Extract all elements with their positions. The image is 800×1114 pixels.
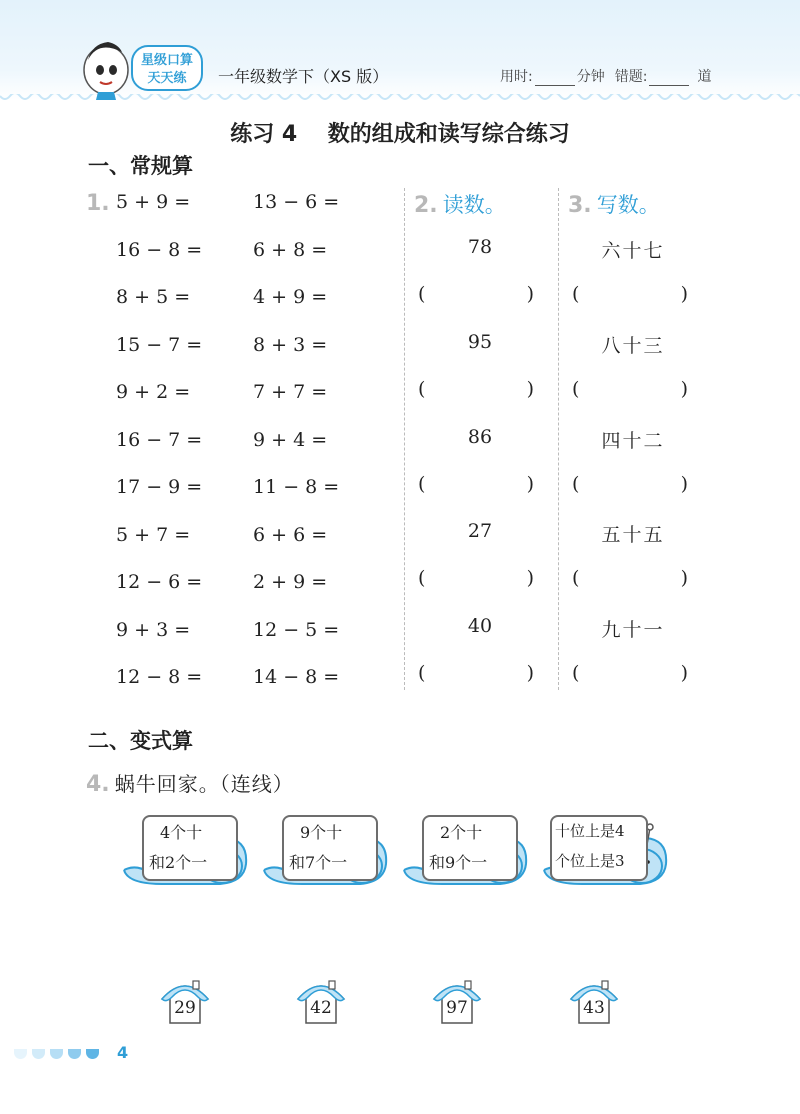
grade-label: 一年级数学下（XS 版） [218,67,389,86]
paren-open: ( [572,283,580,305]
q1-equation: 15 − 7 = [116,333,203,356]
errors-label: 错题: [614,69,648,85]
paren-open: ( [572,378,580,400]
snail-card-line: 和2个一 [149,853,208,872]
paren-open: ( [418,473,426,495]
q1-equation: 9 + 4 = [253,428,328,451]
snail-card-line: 和9个一 [429,853,488,872]
paren-close: ) [526,378,534,400]
page-dot [68,1049,81,1059]
q1-equation: 5 + 7 = [116,523,191,546]
q2-answer-blank[interactable] [418,662,534,684]
q1-equation: 9 + 3 = [116,618,191,641]
minute-label: 分钟 [576,69,605,85]
q2-answer-blank[interactable] [418,283,534,305]
q4-title: 蜗牛回家。（连线） [114,772,294,796]
q4-header [86,768,294,797]
snail-card-3[interactable] [422,815,518,881]
section-1-heading: 一、常规算 [88,154,193,178]
q1-equation: 4 + 9 = [253,286,328,308]
snail-card-line: 十位上是4 [555,822,625,840]
q3-chinese-number: 六十七 [601,240,665,262]
paren-open: ( [572,567,580,589]
paren-open: ( [418,567,426,589]
q4-number: 4. [86,772,110,797]
q3-header [568,189,660,219]
q2-number-value: 86 [467,426,493,448]
page-number: 4 [117,1043,129,1062]
logo-top-text: 星级口算 [140,53,194,68]
snail-card-line: 个位上是3 [555,852,625,870]
section-2-heading: 二、变式算 [88,729,193,753]
q2-number: 2. [414,193,438,218]
time-label: 用时: [500,69,533,85]
q3-title: 写数。 [596,193,660,217]
q3-answer-blank[interactable] [572,473,688,495]
paren-close: ) [680,567,688,589]
q3-chinese-number: 五十五 [601,524,665,546]
page-dot [50,1049,63,1059]
q1-equation: 12 − 8 = [116,666,203,688]
column-divider [404,188,405,690]
page-dots [14,1049,99,1059]
paren-close: ) [526,473,534,495]
q2-number-value: 27 [467,520,493,542]
house-number: 29 [174,998,196,1018]
snail-card-2[interactable] [282,815,378,881]
q1-equation: 13 − 6 = [253,191,340,213]
q1-equation: 17 − 9 = [116,476,203,498]
q2-number-value: 95 [467,331,493,353]
snail-card-line: 和7个一 [289,853,348,872]
paren-close: ) [526,567,534,589]
page-dot [86,1049,99,1059]
paren-open: ( [418,283,426,305]
page-dot [32,1049,45,1059]
paren-open: ( [572,662,580,684]
mascot-logo [78,26,208,102]
snail-card-4[interactable] [550,815,648,881]
errors-blank[interactable] [649,71,689,86]
house-number: 97 [446,998,468,1018]
q1-equation: 11 − 8 = [253,476,340,498]
paren-close: ) [680,378,688,400]
q1-equation: 2 + 9 = [253,571,328,593]
snail-card-line: 2个十 [440,823,483,842]
q1-column-1 [116,191,236,714]
paren-close: ) [680,283,688,305]
paren-close: ) [526,283,534,305]
paren-open: ( [572,473,580,495]
q3-answer-blank[interactable] [572,567,688,589]
q3-chinese-number: 四十二 [601,430,665,452]
q1-equation: 14 − 8 = [253,666,340,688]
q3-chinese-number: 九十一 [601,619,665,641]
paren-close: ) [526,662,534,684]
q3-chinese-number: 八十三 [601,335,665,357]
q1-equation: 16 − 8 = [116,238,203,261]
q1-equation: 6 + 8 = [253,238,328,261]
paren-open: ( [418,662,426,684]
q1-equation: 5 + 9 = [116,191,191,213]
q2-answer-blank[interactable] [418,378,534,400]
q3-answer-blank[interactable] [572,378,688,400]
q3-answer-blank[interactable] [572,662,688,684]
q1-equation: 8 + 5 = [116,286,191,308]
q1-column-2 [253,191,373,714]
q1-equation: 9 + 2 = [116,381,191,403]
q1-number: 1. [86,191,110,216]
house-number: 42 [310,998,332,1018]
q2-answer-blank[interactable] [418,567,534,589]
q2-header [414,189,506,219]
column-divider [558,188,559,690]
q1-equation: 12 − 5 = [253,618,340,641]
q1-equation: 12 − 6 = [116,571,203,593]
page-title: 练习 4 数的组成和读写综合练习 [230,122,570,147]
unit-label: 道 [697,69,712,85]
q1-equation: 7 + 7 = [253,381,328,403]
snail-card-line: 4个十 [160,823,203,842]
timer-area [500,66,711,86]
paren-close: ) [680,662,688,684]
page-dot [14,1049,27,1059]
q2-number-value: 40 [467,615,493,637]
q2-number-value: 78 [467,236,493,258]
q1-equation: 16 − 7 = [116,428,203,451]
time-blank[interactable] [535,71,575,86]
snail-card-line: 9个十 [300,823,343,842]
snail-card-1[interactable] [142,815,238,881]
q3-number: 3. [568,193,592,218]
q2-title: 读数。 [442,193,506,217]
logo-bottom-text: 天天练 [147,71,187,86]
q1-equation: 6 + 6 = [253,523,328,546]
house-number: 43 [583,998,605,1018]
paren-close: ) [680,473,688,495]
q3-answer-blank[interactable] [572,283,688,305]
q1-equation: 8 + 3 = [253,333,328,356]
paren-open: ( [418,378,426,400]
q2-answer-blank[interactable] [418,473,534,495]
